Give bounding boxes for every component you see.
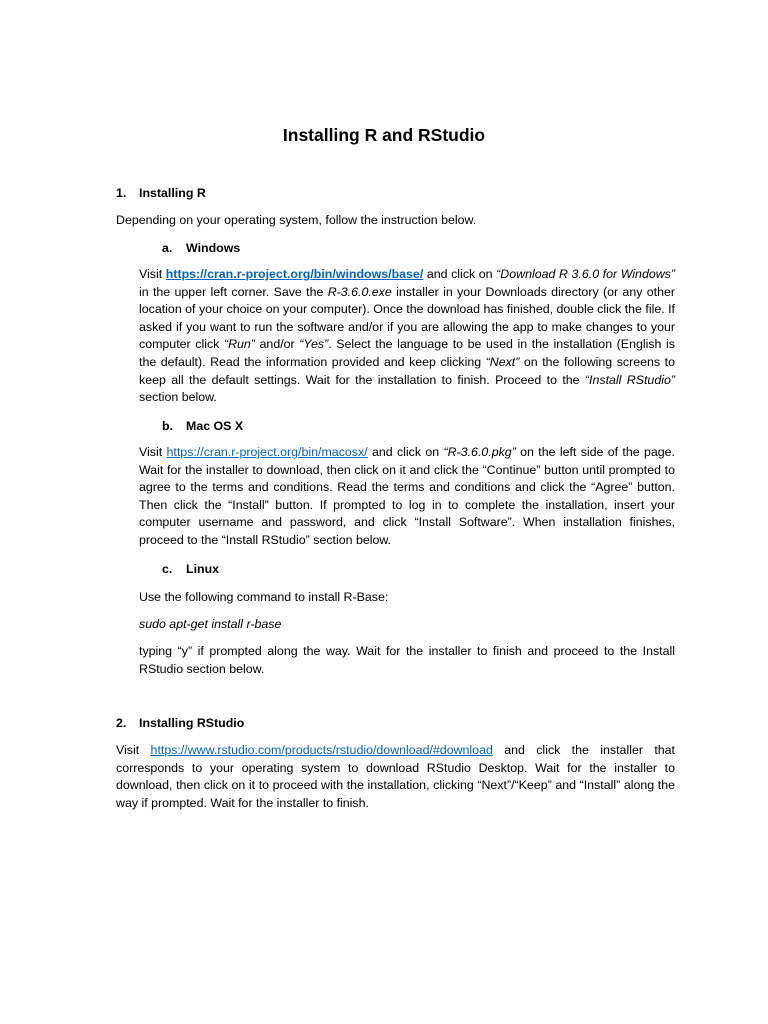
text-run: and click on [367,445,444,459]
sub-letter: c. [162,562,173,576]
section-number: 1. [116,186,127,200]
italic-run: “R-3.6.0.pkg” [443,445,516,459]
sub-title: Mac OS X [186,419,244,433]
sub-letter: b. [162,419,174,433]
text-run: Visit [139,267,166,281]
text-run: in the upper left corner. Save the [139,284,328,299]
cran-windows-link[interactable]: https://cran.r-project.org/bin/windows/base/ [165,267,424,281]
linux-after-paragraph: typing “y” if prompted along the way. Wait for the installer to finish and proceed to the Install RStudio section below. [139,644,675,676]
sub-title: Windows [186,241,241,255]
text-run: and/or [254,337,300,352]
italic-run: “Install RStudio” [584,372,675,387]
text-run: Visit [139,445,167,459]
subheading-linux [162,561,219,579]
text-run: Visit [116,743,151,757]
sub-letter: a. [162,241,173,255]
text-run: section below. [139,390,217,405]
cran-macosx-link[interactable]: https://cran.r-project.org/bin/macosx/ [166,445,368,459]
section-heading-installing-rstudio [116,715,244,733]
italic-run: “Yes” [299,337,329,352]
subheading-windows [162,240,240,258]
windows-paragraph [139,266,675,407]
italic-run: “Run” [223,337,255,352]
section-title: Installing RStudio [139,716,245,730]
italic-run: R-3.6.0.exe [327,284,392,299]
sub-title: Linux [186,562,220,576]
text-run: . Select the language to be used in the installation (English is the default). Read the information provided and keep clicking [139,337,675,369]
text-run: installer in your Downloads directory (or any other location of your choice on your computer). Once the download has finished, double click the file. If asked if you want to run the software and/or if you are allowing the app to make changes to your computer click [139,284,675,352]
linux-command: sudo apt-get install r-base [139,617,282,631]
linux-intro: Use the following command to install R-Base: [139,590,389,604]
italic-run: “Next” [485,354,520,369]
section-number: 2. [116,716,127,730]
mac-paragraph [139,444,675,550]
text-run: and click the installer that corresponds to your operating system to download RStudio Desktop. Wait for the installer to download, then click on it to proceed with the installation, clicking “Next”/“Keep” and “Install” along the way if prompted. Wait for the installer to finish. [116,743,675,810]
italic-run: “Download R 3.6.0 for Windows” [496,267,675,281]
rstudio-paragraph [116,742,675,812]
text-run: on the left side of the page. Wait for the installer to download, then click on it and click the “Continue” button until prompted to agree to the terms and conditions. Read the terms and conditions and click the “Agree” button. Then click the “Install” button. If prompted to log in to complete the installation, insert your computer username and password, and click “Install Software”. When installation finishes, proceed to the “Install RStudio” section below. [139,445,675,547]
section-intro: Depending on your operating system, follow the instruction below. [116,213,477,227]
page-title: Installing R and RStudio [282,125,486,145]
section-title: Installing R [139,186,206,200]
text-run: on the following screens to keep all the default settings. Wait for the installation to finish. Proceed to the [139,354,675,387]
section-heading-installing-r [116,185,206,203]
rstudio-download-link[interactable]: https://www.rstudio.com/products/rstudio/download/#download [150,743,493,757]
subheading-mac [162,418,243,436]
text-run: and click on [423,267,497,281]
